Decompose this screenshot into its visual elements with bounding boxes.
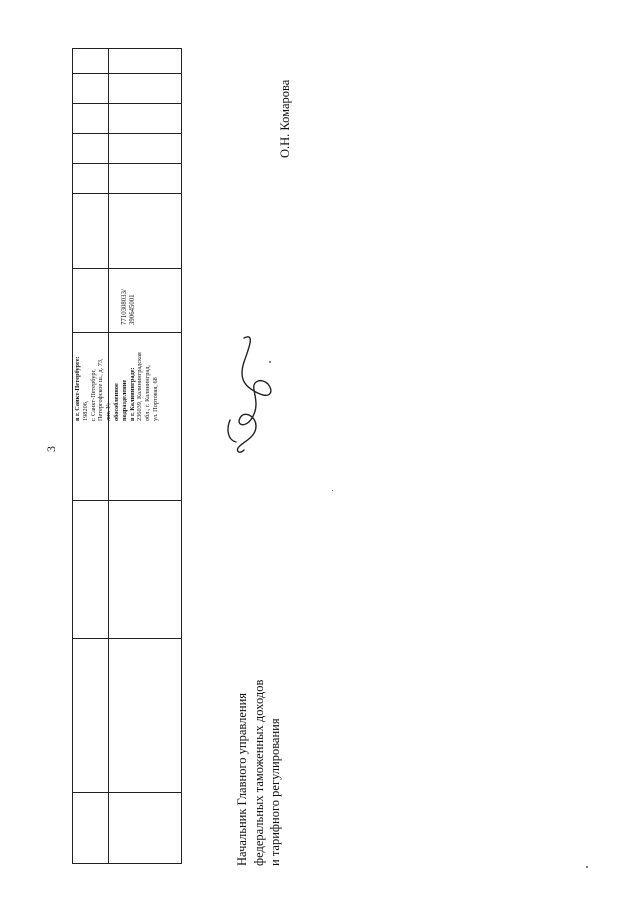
signature-position (234, 680, 284, 866)
inn-kpp-line: 7710308033/ (121, 289, 128, 325)
address-line: обл., г. Калининград, (144, 365, 152, 421)
table-divider (73, 332, 181, 333)
table-divider (73, 638, 181, 639)
address-line: ул. Портовая, 68 (151, 377, 159, 421)
position-line: Начальник Главного управления (235, 692, 249, 866)
address-cell (74, 352, 160, 421)
inn-kpp-line: 390645001 (129, 294, 136, 325)
table-divider (73, 103, 181, 104)
data-table (72, 48, 182, 864)
position-line: и тарифного регулирования (268, 718, 282, 866)
table-divider (73, 133, 181, 134)
scan-speck (332, 490, 333, 491)
page-number: 3 (44, 446, 58, 452)
address-line: Петергофское ш., д. 73, (97, 358, 105, 421)
inn-kpp-cell (121, 289, 137, 325)
table-divider (73, 193, 181, 194)
position-line: федеральных таможенных доходов (251, 679, 266, 866)
table-column-divider (108, 49, 109, 863)
table-divider (73, 73, 181, 74)
table-divider (73, 500, 181, 501)
address-line: г. Санкт-Петербург, (89, 369, 97, 421)
address-line: в г. Калининграде: (128, 367, 136, 421)
table-divider (73, 268, 181, 269)
address-line: в г. Санкт-Петербурге: (74, 356, 81, 421)
scan-speck (586, 866, 588, 868)
handwritten-signature (222, 334, 282, 456)
address-line: обособленное (112, 383, 120, 421)
table-divider (73, 792, 181, 793)
address-line: 236039, Калининградская (136, 352, 144, 421)
address-line: подразделение (120, 379, 128, 421)
signer-name: О.Н. Комарова (278, 79, 292, 158)
table-divider (73, 163, 181, 164)
address-line: лит. У; (105, 403, 113, 421)
address-line: 198206, (81, 400, 89, 421)
